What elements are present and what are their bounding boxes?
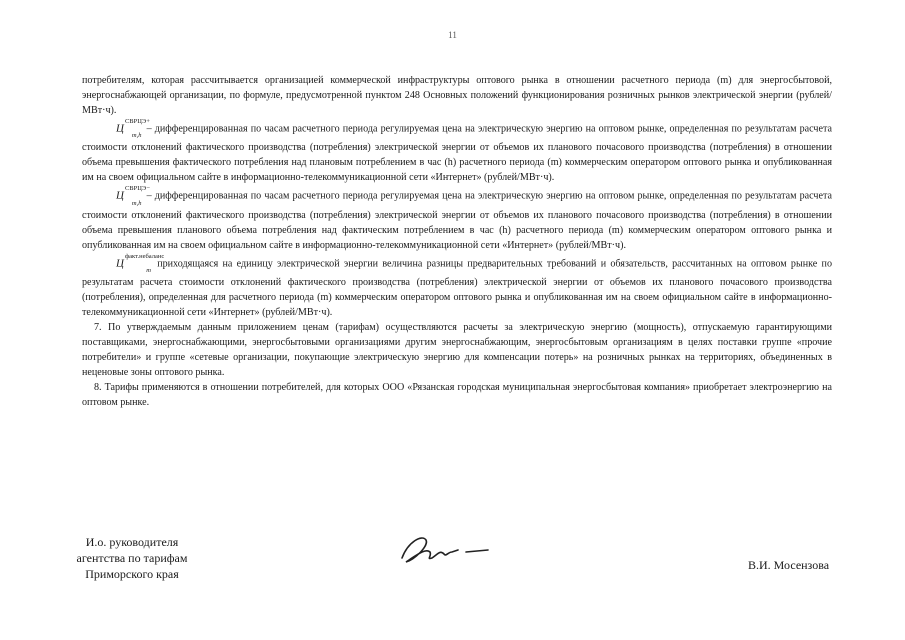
formula-price-minus	[104, 185, 150, 207]
paragraph-item-8: 8. Тарифы применяются в отношении потребителей, для которых ООО «Рязанская городская муниципальная энергосбытовая компания» приобретает электроэнергию на оптовом рынке.	[82, 382, 832, 409]
paragraph-imbalance	[82, 253, 832, 320]
paragraph-price-minus	[82, 185, 832, 252]
formula-base: Ц	[116, 189, 124, 202]
formula-superscript: факт.небаланс	[124, 252, 165, 260]
formula-base: Ц	[116, 122, 124, 135]
formula-superscript: СВРЦЭ−	[124, 185, 150, 193]
paragraph-text: приходящаяся на единицу электрической энергии величина разницы предварительных требований и обязательств, рассчитанных на оптовом рынке по результатам расчета стоимости отклонений фактического производства (потребления) электрической энергии от объемов их планового почасового производства (потребления), определенная для расчетного периода (m) коммерческим оператором оптового рынка и опубликованная им на своем официальном сайте в информационно-телекоммуникационной сети «Интернет» (рублей/МВт·ч).	[82, 258, 832, 319]
formula-imbalance	[104, 252, 165, 275]
paragraph-item-7: 7. По утверждаемым данным приложением ценам (тарифам) осуществляются расчеты за электрическую энергию (мощность), отпускаемую гарантирующими поставщиками, энергоснабжающими, энергосбытовыми организациями другим энергоснабжающим, энергосбытовым организациям в целях поставки группе «прочие потребители» и группе «сетевые организации, покупающие электрическую энергию для компенсации потерь» на розничных рынках на территориях, объединенных в неценовые зоны оптового рынка.	[82, 322, 832, 379]
handwritten-signature	[396, 530, 506, 570]
signature-title-line-1: И.о. руководителя	[85, 535, 179, 549]
formula-price-plus	[104, 118, 150, 140]
formula-superscript: СВРЦЭ+	[124, 118, 150, 125]
paragraph-text: – дифференцированная по часам расчетного периода регулируемая цена на электрическую энергию на оптовом рынке, определенная по результатам расчета стоимости отклонений фактического производства (потребления) электрической энергии от объемов их планового почасового производства (потребления) в отношении объема превышения фактического потребления над плановым потреблением в час (h) расчетного периода (m) коммерческим оператором оптового рынка и опубликованная им на своем официальном сайте в информационно-телекоммуникационной сети «Интернет» (рублей/МВт·ч).	[82, 123, 832, 184]
signature-title-line-2: агентства по тарифам	[76, 551, 188, 565]
formula-subscript: m,h	[131, 199, 142, 207]
formula-base: Ц	[116, 257, 124, 270]
paragraph-consumers: потребителям, которая рассчитывается организацией коммерческой инфраструктуры оптового рынка в отношении расчетного периода (m) для энергосбытовой, энергоснабжающей организации, по формуле, предусмотренной пунктом 248 Основных положений функционирования розничных рынков электрической энергии (рублей/МВт·ч).	[82, 75, 832, 116]
page-number: 11	[448, 30, 457, 40]
signature-title-block	[62, 534, 202, 582]
signer-name: В.И. Мосензова	[748, 558, 830, 572]
formula-subscript: m	[146, 267, 151, 275]
paragraph-price-plus	[82, 118, 832, 185]
formula-subscript: m,h	[131, 132, 142, 140]
document-body	[82, 73, 832, 410]
signature-title-line-3: Приморского края	[85, 567, 179, 581]
paragraph-text: – дифференцированная по часам расчетного периода регулируемая цена на электрическую энергию на оптовом рынке, определенная по результатам расчета стоимости отклонений фактического производства (потребления) электрической энергии от объемов их планового почасового производства (потребления) в отношении объема превышения планового объема потребления над фактическим потреблением в час (h) расчетного периода (m) коммерческим оператором оптового рынка и опубликованная им на своем официальном сайте в информационно-телекоммуникационной сети «Интернет» (рублей/МВт·ч).	[82, 190, 832, 251]
